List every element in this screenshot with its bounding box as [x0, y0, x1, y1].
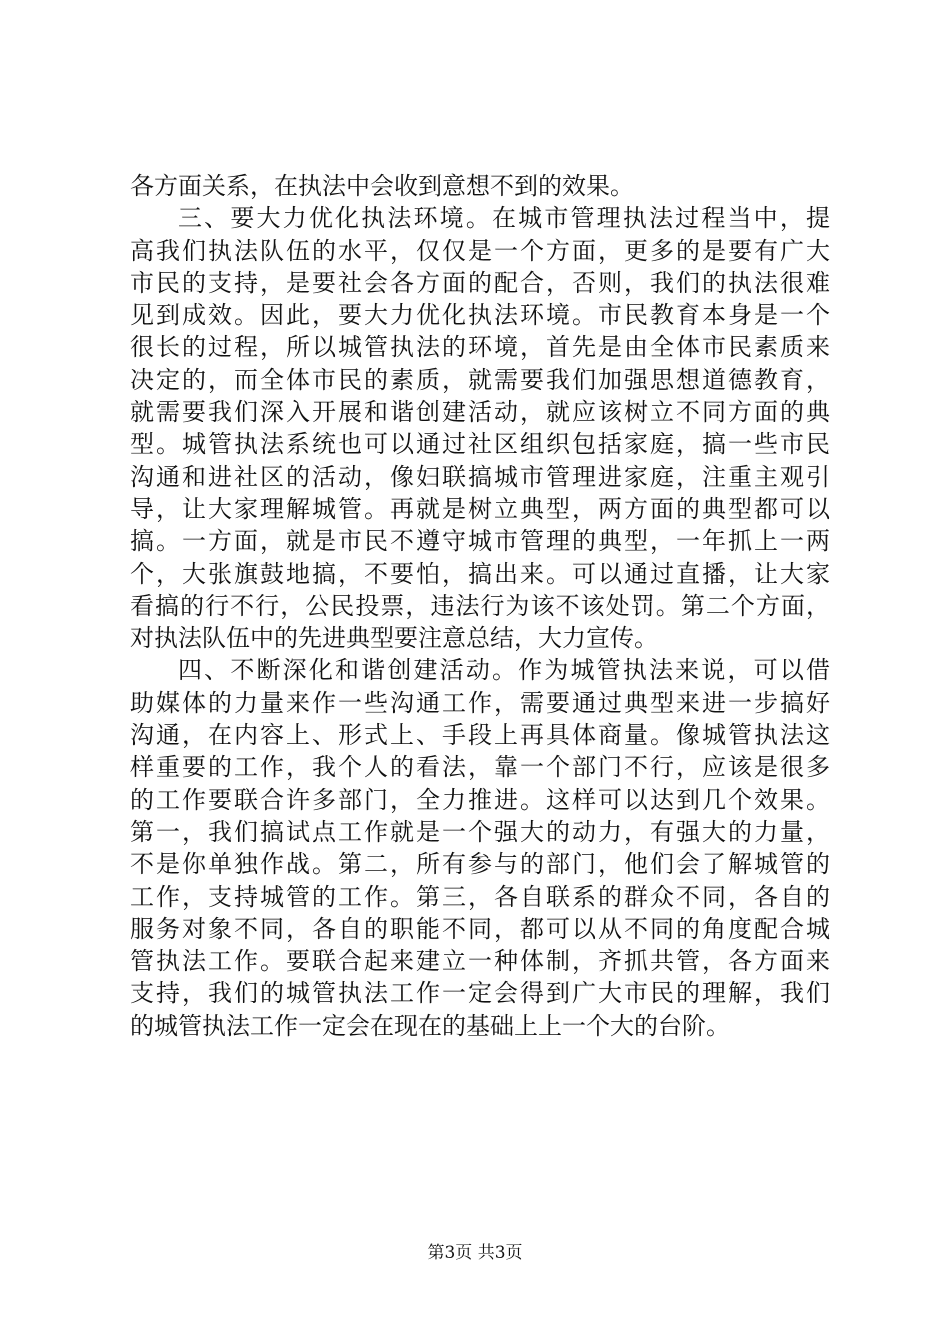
text-line: 不是你单独作战。第二，所有参与的部门，他们会了解城管的 — [130, 850, 830, 879]
text-line: 看搞的行不行，公民投票，违法行为该不该处罚。第二个方面， — [130, 591, 830, 620]
text-line: 支持，我们的城管执法工作一定会得到广大市民的理解，我们 — [130, 979, 830, 1008]
text-line: 对执法队伍中的先进典型要注意总结，大力宣传。 — [130, 624, 658, 653]
text-line: 四、不断深化和谐创建活动。作为城管执法来说，可以借 — [178, 656, 830, 685]
text-line: 就需要我们深入开展和谐创建活动，就应该树立不同方面的典 — [130, 398, 830, 427]
text-line: 很长的过程，所以城管执法的环境，首先是由全体市民素质来 — [130, 333, 830, 362]
text-line: 样重要的工作，我个人的看法，靠一个部门不行，应该是很多 — [130, 753, 830, 782]
text-line: 决定的，而全体市民的素质，就需要我们加强思想道德教育， — [130, 365, 830, 394]
text-line: 见到成效。因此，要大力优化执法环境。市民教育本身是一个 — [130, 301, 830, 330]
text-line: 各方面关系，在执法中会收到意想不到的效果。 — [130, 172, 634, 200]
text-line: 个，大张旗鼓地搞，不要怕，搞出来。可以通过直播，让大家 — [130, 559, 830, 588]
text-line: 助媒体的力量来作一些沟通工作，需要通过典型来进一步搞好 — [130, 688, 830, 717]
document-body — [130, 170, 830, 1042]
text-line: 的工作要联合许多部门，全力推进。这样可以达到几个效果。 — [130, 785, 830, 814]
text-line: 第一，我们搞试点工作就是一个强大的动力，有强大的力量， — [130, 817, 830, 846]
text-line: 型。城管执法系统也可以通过社区组织包括家庭，搞一些市民 — [130, 430, 830, 459]
page-footer: 第3页 共3页 — [427, 1243, 523, 1263]
text-line: 市民的支持，是要社会各方面的配合，否则，我们的执法很难 — [130, 268, 830, 297]
text-line: 沟通和进社区的活动，像妇联搞城市管理进家庭，注重主观引 — [130, 462, 830, 491]
text-line: 沟通，在内容上、形式上、手段上再具体商量。像城管执法这 — [130, 721, 830, 750]
text-line: 三、要大力优化执法环境。在城市管理执法过程当中，提 — [178, 204, 830, 233]
text-line: 的城管执法工作一定会在现在的基础上上一个大的台阶。 — [130, 1011, 730, 1040]
text-line: 服务对象不同，各自的职能不同，都可以从不同的角度配合城 — [130, 914, 830, 943]
text-line: 管执法工作。要联合起来建立一种体制，齐抓共管，各方面来 — [130, 947, 830, 976]
text-line: 高我们执法队伍的水平，仅仅是一个方面，更多的是要有广大 — [130, 236, 830, 265]
text-line: 工作，支持城管的工作。第三，各自联系的群众不同，各自的 — [130, 882, 830, 911]
text-line: 搞。一方面，就是市民不遵守城市管理的典型，一年抓上一两 — [130, 527, 830, 556]
text-line: 导，让大家理解城管。再就是树立典型，两方面的典型都可以 — [130, 494, 830, 523]
